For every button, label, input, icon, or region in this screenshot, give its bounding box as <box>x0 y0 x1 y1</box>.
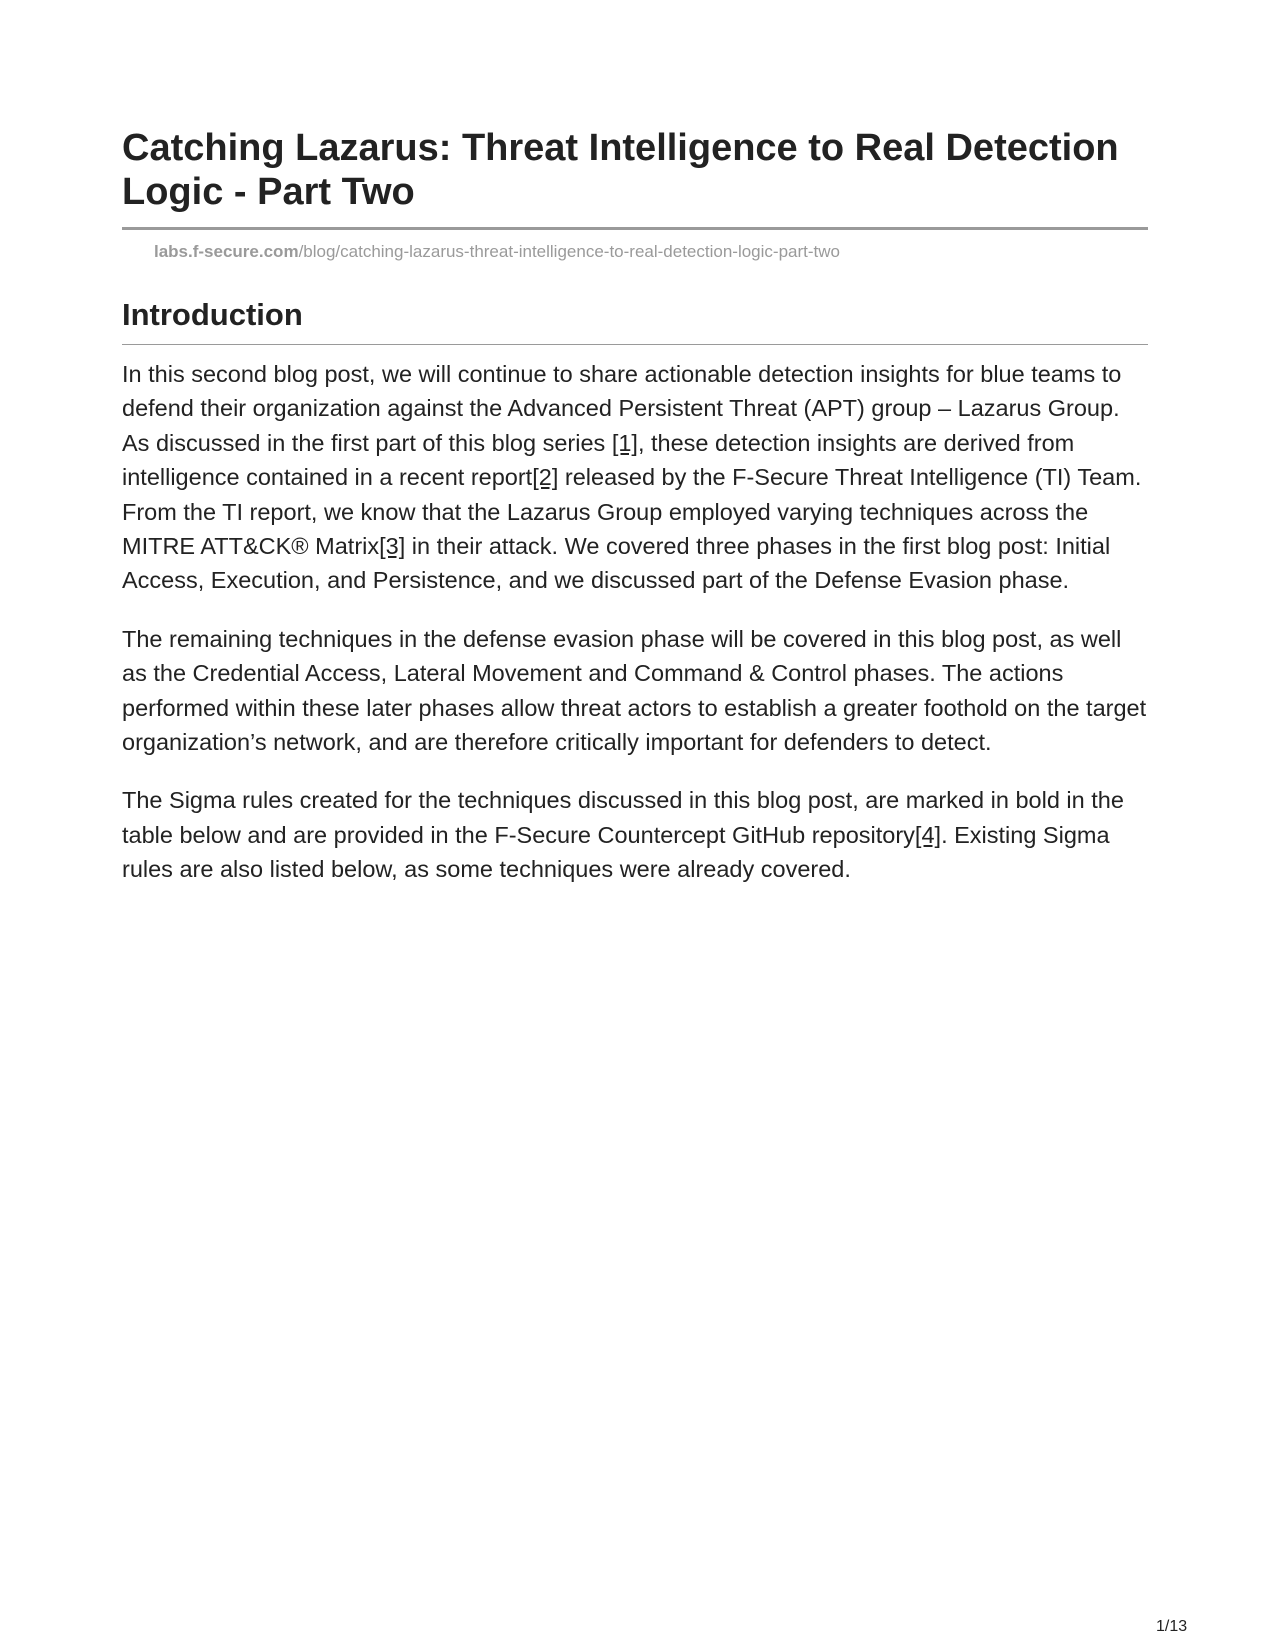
section-divider <box>122 344 1148 345</box>
source-path: /blog/catching-lazarus-threat-intelligence-to-real-detection-logic-part-two <box>298 242 840 261</box>
reference-link-2[interactable]: [2] <box>532 464 559 491</box>
source-domain: labs.f-secure.com <box>154 242 299 261</box>
paragraph-1-text-4: in their attack. We covered three phases in the first blog post: Initial Access, Execution, and Persistence, and we discussed part of the Defense Evasion phase. <box>122 533 1111 594</box>
article <box>122 126 1148 887</box>
paragraph-3-text-2: . Existing Sigma rules are also listed below, as some techniques were already covered. <box>122 821 1110 883</box>
page-number: 1/13 <box>1156 1618 1188 1635</box>
paragraph-1-text-1: In this second blog post, we will continue to share actionable detection insights for blue teams to defend their organization against the Advanced Persistent Threat (APT) group – Lazarus Group. As discussed in the first part of this blog series <box>122 361 1122 456</box>
paragraph-2: The remaining techniques in the defense evasion phase will be covered in this blog post, as well as the Credential Access, Lateral Movement and Command & Control phases. The actions performed within these later phases allow threat actors to establish a greater foothold on the target organization’s network, and are therefore critically important for defenders to detect. <box>122 625 1147 756</box>
paragraph-3-text-1: The Sigma rules created for the techniques discussed in this blog post, are marked in bold in the table below and are provided in the F-Secure Countercept GitHub repository <box>122 787 1124 848</box>
paragraph-3 <box>122 783 1148 886</box>
article-title: Catching Lazarus: Threat Intelligence to Real Detection Logic - Part Two <box>122 127 1119 213</box>
title-divider <box>122 227 1148 230</box>
paragraph-1-text-2: , these detection insights are derived from intelligence contained in a recent report <box>122 429 1075 491</box>
paragraph-1-text-3: released by the F-Secure Threat Intelligence (TI) Team. From the TI report, we know that the Lazarus Group employed varying techniques across the MITRE ATT&CK® Matrix <box>122 464 1142 560</box>
section-heading-introduction: Introduction <box>122 297 303 332</box>
reference-link-3[interactable]: [3] <box>379 533 406 560</box>
reference-link-1[interactable]: [1] <box>611 429 638 456</box>
source-url[interactable] <box>122 241 1148 263</box>
paragraph-1 <box>122 357 1148 598</box>
reference-link-4[interactable]: [4] <box>914 821 942 848</box>
